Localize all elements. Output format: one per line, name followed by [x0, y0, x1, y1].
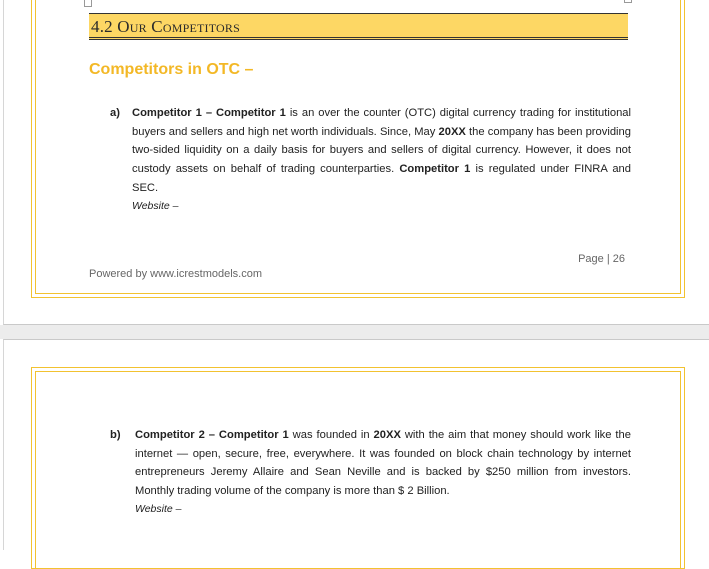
list-item-body[interactable]: [132, 104, 631, 214]
document-page-2: [3, 339, 709, 550]
page-number: Page | 26: [578, 253, 625, 265]
list-item-competitor-a: [110, 104, 631, 214]
competitor-name: Competitor 1: [216, 107, 286, 119]
dash: –: [201, 107, 216, 119]
list-item-competitor-b: [110, 426, 631, 517]
section-heading: 4.2 Our Competitors: [91, 17, 240, 36]
powered-by-footer: Powered by www.icrestmodels.com: [89, 268, 263, 280]
website-label: Website –: [135, 502, 182, 515]
dash: –: [204, 429, 219, 441]
website-label: Website –: [132, 199, 179, 212]
page-gap: [0, 325, 709, 339]
section-heading-bar: [89, 13, 628, 40]
description-text: is an over the counter (OTC) digital currency trading for institutional buyers and sellers and high net worth individuals. Since, May: [132, 107, 631, 138]
subheading-competitors-otc: Competitors in OTC –: [89, 61, 254, 78]
competitor-name: Competitor 1: [218, 429, 289, 441]
description-text: the company has been providing two-sided liquidity on a daily basis for buyers and sellers of digital currency. However, it does not custody assets on behalf of trading counterparties.: [132, 125, 631, 176]
list-marker: b): [110, 429, 121, 441]
year: 20XX: [373, 429, 401, 441]
resize-handle[interactable]: [84, 0, 92, 7]
competitor-name: Competitor 1: [399, 163, 471, 176]
description-text: is regulated under FINRA and SEC.: [132, 163, 631, 194]
description-text: with the aim that money should work like the internet — open, secure, free, everywhere. It was founded on block chain technology by internet entrepreneurs Jeremy Allaire and Sean Neville and is backed by $250 million from investors. Monthly trading volume of the company is more than $ 2 Billion.: [135, 429, 631, 498]
list-item-body[interactable]: [135, 426, 631, 517]
description-text: was founded in: [288, 429, 374, 441]
document-page-1: [3, 0, 709, 325]
competitor-name: Competitor 1: [132, 107, 202, 119]
year: 20XX: [438, 125, 466, 138]
list-marker: a): [110, 107, 120, 119]
competitor-name: Competitor 2: [135, 429, 205, 441]
resize-handle[interactable]: [624, 0, 632, 3]
